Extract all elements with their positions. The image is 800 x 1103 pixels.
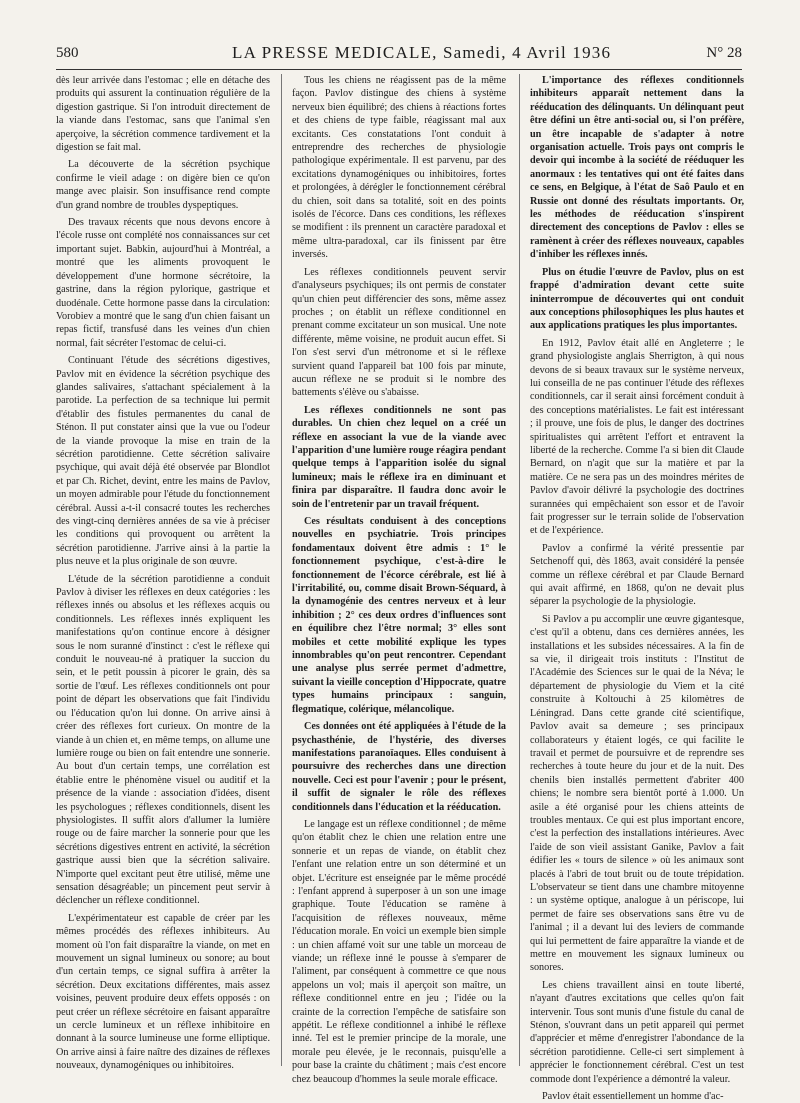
paragraph: La découverte de la sécrétion psychique confirme le vieil adage : on digère bien ce qu'on mange avec plaisir. Son insuffisance rend compte d'un grand nombre de troubles dyspeptiques.	[56, 159, 270, 211]
paragraph: dès leur arrivée dans l'estomac ; elle en détache des produits qui assurent la continuation régulière de la digestion gastrique. Si l'on introduit directement de la viande dans l'estomac, sans que l'animal s'en aperçoive, la sécrétion commence tardivement et la digestion se fait mal.	[56, 75, 270, 154]
paragraph: Les chiens travaillent ainsi en toute liberté, n'ayant d'autres excitations que celles qu'on fait intervenir. Tous sont munis d'une fistule du canal de Sténon, s'ouvrant dans un petit appareil qui permet d'apprécier et même d'enregistrer l'abondance de la sécrétion parotidienne. Celle-ci sert simplement à apprécier le fonctionnement cérébral. C'est un test commode dont l'expérience a démontré la valeur.	[530, 979, 744, 1085]
paragraph: Tous les chiens ne réagissent pas de la même façon. Pavlov distingue des chiens à système nerveux bien équilibré; des chiens à réactions fortes et des chiens de type faible, réagissant mal aux excitants. Ces constatations l'ont conduit à entreprendre des recherches de physiologie pathologique expérimentale. Il est parvenu, par des excitations dynamogéniques ou inhibitoires, fortes et prolongées, à dérégler le fonctionnement cérébral du chien, soit dans sa totalité, soit en des points isolés de l'écorce. Dans ces conditions, les réflexes se modifient : ils prennent un caractère paradoxal et même ultra-paradoxal, car ils finissent par être inversés.	[292, 75, 506, 261]
page-header	[56, 43, 742, 69]
paragraph: Les réflexes conditionnels peuvent servir d'analyseurs psychiques; ils ont permis de constater qu'un chien peut différencier des sons, même assez proches ; on établit un réflexe conditionnel en prenant comme excitateur un son musical. Une note différente, même voisine, ne produit aucun effet. Si l'on s'est servi d'un métronome et si le réflexe survient quand l'appareil bat 100 fois par minute, aucun réflexe ne se produit si le nombre des battements s'élève ou s'abaisse.	[292, 266, 506, 399]
paragraph: Pavlov était essentiellement un homme d'ac-	[542, 1091, 724, 1103]
paragraph: Ces données ont été appliquées à l'étude de la psychasthénie, de l'hystérie, des diverses manifestations paranoïaques. Elles conduisent à poursuivre des recherches dans une direction nouvelle. Ceci est pour l'avenir ; pour le présent, il suffit de signaler le rôle des réflexes conditionnels dans l'éducation et la rééducation.	[292, 721, 506, 813]
column-1	[56, 74, 270, 1072]
paragraph: Le langage est un réflexe conditionnel ; de même qu'on établit chez le chien une relation entre une sonnerie et un repas de viande, on établit chez l'enfant une relation entre un son déterminé et un objet. L'écriture est enseignée par le même procédé : l'enfant apprend à superposer à un son une image graphique. Toute l'éducation se ramène à l'acquisition de réflexes nouveaux, même l'éducation morale. En voici un exemple bien simple : un chien affamé voit sur une table un morceau de viande; un réflexe inné le pousse à s'emparer de l'aliment, par conséquent à commettre ce que nous appelons un vol; mais il aperçoit son maître, un réflexe conditionnel entre en jeu ; l'idée ou la crainte de la correction l'empêche de satisfaire son appétit. Le réflexe conditionnel a inhibé le réflexe inné. Tel est le premier principe de la morale, une morale peu élevée, je le reconnais, puisqu'elle a pour base la crainte du châtiment ; mais c'est encore chez beaucoup d'hommes la seule morale efficace.	[292, 818, 507, 1085]
header-rule	[56, 69, 742, 70]
column-divider	[519, 74, 520, 1066]
column-2	[292, 74, 507, 1085]
paragraph: Ces résultats conduisent à des conceptions nouvelles en psychiatrie. Trois principes fondamentaux doivent être admis : 1° le fonctionnement psychique, c'est-à-dire le fonctionnement de l'écorce cérébrale, est lié à l'irritabilité, ou, comme disait Brown-Séquard, à la dynamogénie des centres nerveux et à leur inhibition ; 2° ces deux ordres d'influences sont en équilibre chez l'être normal; 3° elles sont mobiles et cette mobilité explique les types innombrables qu'on peut rencontrer. Cependant une analyse plus serrée permet d'admettre, suivant la vieille conception d'Hippocrate, quatre types humains principaux : sanguin, flegmatique, colérique, mélancolique.	[292, 516, 506, 715]
paragraph: Des travaux récents que nous devons encore à l'école russe ont complété nos connaissances sur cet important sujet. Babkin, aujourd'hui à Montréal, a montré que les aliments provoquent le développement d'une hormone sécrétoire, la gastrine, dans la région pylorique, gastrique et duodénale. Cette hormone passe dans la circulation: Vorobiev a montré que le sang d'un chien faisant un repas fictif, transfusé dans les veines d'un chien normal, fait sécréter l'estomac de celui-ci.	[56, 217, 270, 349]
paragraph: L'expérimentateur est capable de créer par les mêmes procédés des réflexes inhibiteurs. Au moment où l'on fait disparaître la viande, on met en mouvement un signal lumineux ou sonore; au bout d'un certain temps, ce signal suffira à arrêter la sécrétion. Deux excitations différentes, mais assez voisines, peuvent produire deux effets opposés : on peut créer un réflexe sécrétoire en faisant apparaître un cercle lumineux et un réflexe inhibitoire en donnant à la source lumineuse une forme elliptique. On arrive ainsi à faire naître des dizaines de réflexes nouveaux, dynamogéniques ou inhibitoires.	[56, 912, 270, 1072]
paragraph: Pavlov a confirmé la vérité pressentie par Setchenoff qui, dès 1863, avait considéré la pensée comme un réflexe cérébral et par Claude Bernard qui avait affirmé, en 1868, qu'on ne devait plus séparer la psychologie de la physiologie.	[530, 542, 744, 608]
paragraph: Les réflexes conditionnels ne sont pas durables. Un chien chez lequel on a créé un réflexe en associant la vue de la viande avec l'apparition d'une lumière rouge réagira pendant quelque temps à l'apparition isolée du signal lumineux; mais le réflexe ira en diminuant et finira par disparaître. Il faudra donc avoir le soin de l'entretenir par un travail fréquent.	[292, 404, 506, 510]
paragraph: Si Pavlov a pu accomplir une œuvre gigantesque, c'est qu'il a obtenu, dans ces dernières années, les installations et les subsides nécessaires. A la fin de sa vie, il dirigeait trois instituts : l'Institut de l'Académie des Sciences sur le quai de la Néva; le département de physiologie du Viem et la cité construite à Koltouchi à 25 kilomètres de Léningrad. Dans cette grande cité scientifique, Pavlov avait sa demeure ; ses principaux collaborateurs y étaient logés, ce qui facilite le travail et permet de poursuivre et de reprendre ses recherches à toute heure du jour et de la nuit. Des chenils bien installés permettent d'abriter 400 chiens; le nombre sera bientôt porté à 1.000. Un asile a été organisé pour les chiens atteints de troubles mentaux. Ce qui est plus important encore, c'est la perfection des installations intérieures. Avec l'aide de son vieil assistant Ganike, Pavlov a fait édifier les « tours de silence » où les animaux sont placés à l'abri de tout bruit ou de toute trépidation. L'observateur se tient dans une chambre mitoyenne : un système optique, analogue à un périscope, lui permet de faire ses observations sans être vu de l'animal ; il a devant lui des leviers de commande qui lui permettent de faire apparaître la viande et de mettre en mouvement les signaux lumineux ou sonores.	[530, 613, 744, 974]
issue-number: N° 28	[706, 45, 742, 61]
column-3	[530, 74, 744, 1103]
column-divider	[281, 74, 282, 1066]
paragraph: Continuant l'étude des sécrétions digestives, Pavlov mit en évidence la sécrétion psychique des glandes salivaires, s'attachant spécialement à la parotide. La perfection de sa technique lui permit d'établir des fistules permanentes du canal de Sténon. Il put constater ainsi que la vue ou l'odeur de la viande provoque la mise en train de la sécrétion parotidienne. Cette sécrétion salivaire psychique, qui avait déjà été observée par Blondlot et par Ch. Richet, devint, entre les mains de Pavlov, un moyen admirable pour l'étude du fonctionnement cérébral. Aussi a-t-il consacré toutes les recherches des vingt-cinq dernières années de sa vie à préciser les conditions qui provoquent ou arrêtent la sécrétion parotidienne. J'arrive ainsi à la partie la plus neuve et la plus originale de son œuvre.	[56, 355, 270, 568]
paragraph: Plus on étudie l'œuvre de Pavlov, plus on est frappé d'admiration devant cette suite ininterrompue de découvertes qui ont conduit aux conceptions philosophiques les plus hautes et aux applications pratiques les plus importantes.	[530, 266, 744, 332]
page-number: 580	[56, 45, 79, 61]
paragraph: En 1912, Pavlov était allé en Angleterre ; le grand physiologiste anglais Sherrigton, à qui nous devons de si beaux travaux sur le système nerveux, lui conseilla de ne pas continuer l'étude des réflexes conditionnels, car il serait ainsi forcément conduit à des conceptions matérialistes. Le fait est intéressant ; il prouve, une fois de plus, le danger des doctrines spiritualistes qui arrêtent l'effort et entravent la liberté de la recherche. Comme l'a si bien dit Claude Bernard, on n'agit que sur la matière et par la matière. Ce ne sera pas un des moindres mérites de Pavlov d'avoir délivré la psychologie des doctrines surannées qui empêchaient son essor et de l'avoir fait progresser sur le terrain solide de l'observation et de l'expérience.	[530, 337, 744, 537]
journal-title: LA PRESSE MEDICALE, Samedi, 4 Avril 1936	[232, 43, 612, 62]
paragraph: L'étude de la sécrétion parotidienne a conduit Pavlov à diviser les réflexes en deux catégories : les réflexes innés ou absolus et les réflexes acquis ou conditionnels. Les réflexes innés expliquent les manifestations qu'on continue encore à désigner sous le nom suranné d'instinct : c'est le réflexe qui conduit le nouveau-né à pratiquer la succion du sein, et le petit poussin à picorer le grain, dès sa sortie de l'œuf. Les réflexes conditionnels ont pour point de départ les observations que fait l'individu ou l'éducation qu'on lui donne. On arrive ainsi à créer des réflexes fort curieux. On montre de la viande à un chien et, en même temps, on allume une lumière rouge ou bien on fait entendre une sonnerie. Au bout d'un certain temps, une corrélation est établie entre le phénomène visuel ou auditif et la présence de la viande : association d'idées, disent les psychologues ; réflexes conditionnels, disent les physiologistes. Il suffit alors d'allumer la lumière rouge ou de faire marcher la sonnerie pour que les sécrétions digestives entrent en activité, la sécrétion gastrique aussi bien que la sécrétion salivaire. N'importe quel excitant peut être utilisé, même une sensation désagréable; un pincement peut servir à déclencher un réflexe conditionnel.	[56, 573, 270, 907]
paragraph: L'importance des réflexes conditionnels inhibiteurs apparaît nettement dans la rééducation des délinquants. Un délinquant peut être défini un être anti-social ou, si l'on préfère, un être incapable de s'adapter à notre organisation actuelle. Trois pays ont compris le devoir qui incombe à la société de rééduquer les anormaux : les tentatives qui ont été faites dans ce sens, en Belgique, à l'état de Saô Paulo et en Russie ont donné des résultats importants. Or, les méthodes de rééducation s'inspirent directement des conceptions de Pavlov : elles se ramènent à créer des réflexes nouveaux, capables d'inhiber les réflexes innés.	[530, 75, 744, 261]
